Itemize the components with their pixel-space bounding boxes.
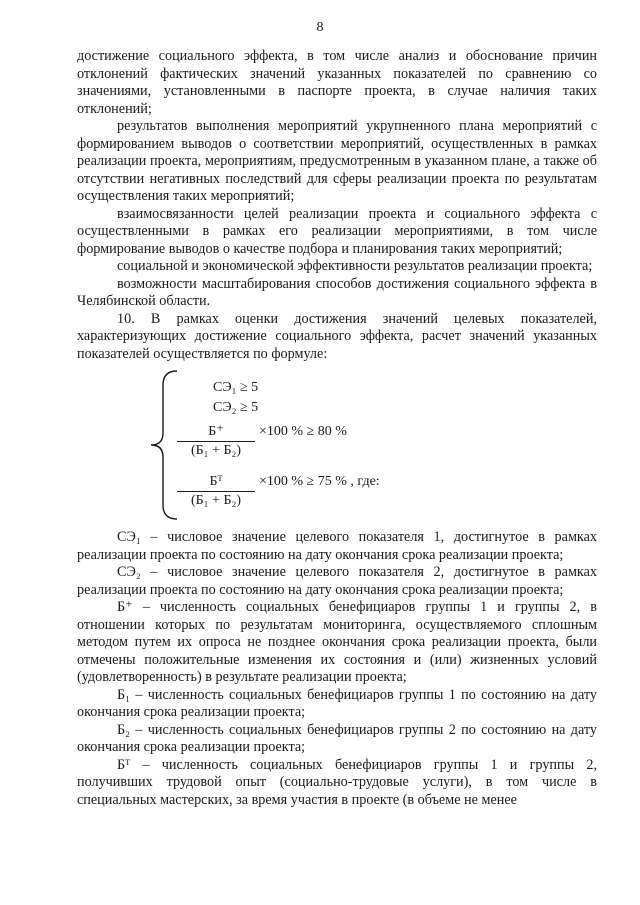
paragraph: 10. В рамках оценки достижения значений целевых показателей, характеризующих достижение социального эффекта, расчет значений указанных показателей осуществляется по формуле:	[77, 310, 597, 362]
fraction-numerator: Бᵀ	[177, 473, 255, 492]
definition-paragraph: Б₂ – численность социальных бенефициаров группы 2 по состоянию на дату окончания срока реализации проекта;	[77, 721, 597, 755]
definition-paragraph: Бᵀ – численность социальных бенефициаров группы 1 и группы 2, получивших трудовой опыт (социально-трудовые услуги), в том числе в специальных мастерских, за время участия в проекте (в объеме не менее	[77, 756, 597, 808]
fraction-condition: ×100 % ≥ 75 % , где:	[259, 474, 380, 489]
page-number: 8	[316, 20, 324, 35]
fraction-condition: ×100 % ≥ 80 %	[259, 424, 347, 439]
paragraph: социальной и экономической эффективности результатов реализации проекта;	[117, 258, 593, 274]
definition-paragraph: СЭ₂ – числовое значение целевого показателя 2, достигнутое в рамках реализации проекта по состоянию на дату окончания срока реализации проекта;	[77, 564, 597, 598]
fraction-denominator: (Б₁ + Б₂)	[190, 492, 242, 508]
definition-paragraph: СЭ₁ – числовое значение целевого показателя 1, достигнутое в рамках реализации проекта по состоянию на дату окончания срока реализации проекта;	[77, 529, 597, 563]
document-body	[77, 48, 597, 809]
paragraph: взаимосвязанности целей реализации проекта и социального эффекта с осуществленными в рамках его реализации мероприятиями, в том числе формирование выводов о качестве подбора и планирования таких мероприятий;	[77, 205, 597, 257]
definition-paragraph: Б₁ – численность социальных бенефициаров группы 1 по состоянию на дату окончания срока реализации проекта;	[77, 686, 597, 720]
fraction-denominator: (Б₁ + Б₂)	[190, 442, 242, 458]
fraction-numerator: Б⁺	[177, 423, 255, 442]
formula-line-se2: СЭ₂ ≥ 5	[213, 400, 259, 415]
paragraph: достижение социального эффекта, в том числе анализ и обоснование причин отклонений фактических значений указанных показателей по сравнению со значениями, установленными в паспорте проекта, в случае наличия таких отклонений;	[77, 48, 597, 117]
formula-fraction-1	[177, 423, 347, 459]
paragraph: результатов выполнения мероприятий укрупненного плана мероприятий с формированием выводов о соответствии мероприятий, осуществленных в рамках реализации проекта, мероприятиям, предусмотренным в указанном плане, а также об отсутствии негативных последствий для сферы реализации проекта по результатам осуществления таких мероприятий;	[77, 118, 597, 204]
paragraph: возможности масштабирования способов достижения социального эффекта в Челябинской области.	[77, 275, 597, 309]
formula-fraction-2	[177, 473, 380, 509]
formula-line-se1: СЭ₁ ≥ 5	[213, 380, 259, 395]
formula-block	[77, 369, 597, 521]
definition-paragraph: Б⁺ – численность социальных бенефициаров группы 1 и группы 2, в отношении которых по результатам мониторинга, осуществляемого сплошным методом путем их опроса не позднее окончания срока реализации проекта, были отмечены положительные изменения их состояния и (или) жизненных условий (удовлетворенность) в результате реализации проекта;	[77, 599, 597, 685]
